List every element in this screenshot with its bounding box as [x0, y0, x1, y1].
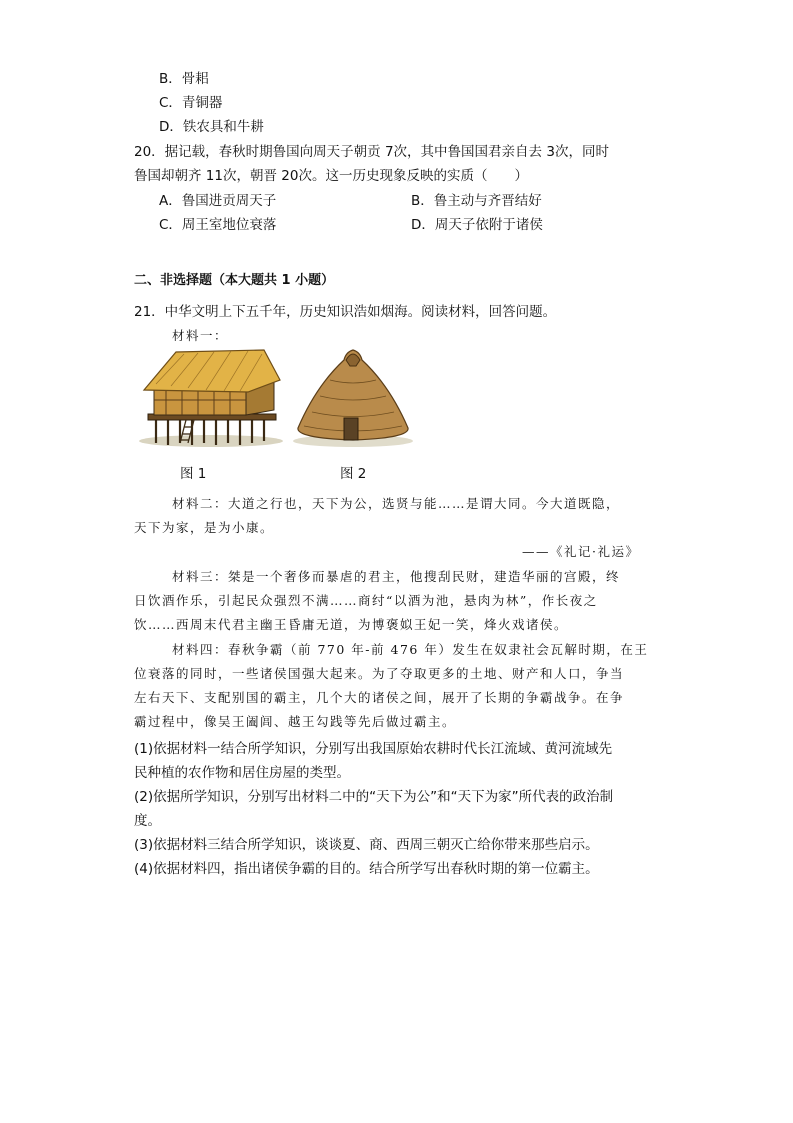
- subquestion-4: (4)依据材料四，指出诸侯争霸的目的。结合所学写出春秋时期的第一位霸主。: [134, 861, 599, 877]
- figure1-caption: 图 1: [180, 466, 207, 482]
- q20-option-b: B．鲁主动与齐晋结好: [411, 193, 542, 209]
- material4-line3: 左右天下、支配别国的霸主，几个大的诸侯之间，展开了长期的争霸战争。在争: [134, 690, 625, 705]
- q19-option-b: B．骨耜: [159, 71, 209, 87]
- q20-option-d: D．周天子依附于诸侯: [411, 217, 543, 233]
- material2-line2: 天下为家，是为小康。: [134, 520, 275, 535]
- hut-door: [344, 418, 358, 440]
- thatched-roof: [144, 350, 280, 392]
- material4-line2: 位衰落的同时，一些诸侯国强大起来。为了夺取更多的土地、财产和人口，争当: [134, 666, 625, 681]
- ground-shadow: [139, 435, 283, 447]
- q19-option-c: C．青铜器: [159, 95, 223, 111]
- q20-option-a: A．鲁国进贡周天子: [159, 193, 277, 209]
- subquestion-3: (3)依据材料三结合所学知识，谈谈夏、商、西周三朝灭亡给你带来那些启示。: [134, 837, 599, 853]
- material2-line1: 材料二：大道之行也，天下为公，选贤与能……是谓大同。今大道既隐，: [172, 496, 621, 511]
- material3-line3: 饮……西周末代君主幽王昏庸无道，为博褒姒王妃一笑，烽火戏诸侯。: [134, 617, 569, 632]
- figure2-caption: 图 2: [340, 466, 367, 482]
- q20-stem-line2: 鲁国却朝齐 11次，朝晋 20次。这一历史现象反映的实质（ ）: [134, 168, 528, 184]
- subquestion-2-line2: 度。: [134, 813, 161, 829]
- q20-stem-line1: 20．据记载，春秋时期鲁国向周天子朝贡 7次，其中鲁国国君亲自去 3次，同时: [134, 144, 609, 160]
- material2-source: ——《礼记·礼运》: [522, 544, 640, 559]
- material4-line1: 材料四：春秋争霸（前 770 年-前 476 年）发生在奴隶社会瓦解时期，在王: [172, 642, 649, 657]
- material3-line2: 日饮酒作乐，引起民众强烈不满……商纣“以酒为池，悬肉为林”，作长夜之: [134, 593, 598, 608]
- material1-label: 材料一：: [172, 328, 229, 343]
- section2-title: 二、非选择题（本大题共 1 小题）: [134, 273, 335, 288]
- q20-option-c: C．周王室地位衰落: [159, 217, 277, 233]
- q19-option-d: D．铁农具和牛耕: [159, 119, 264, 135]
- subquestion-1-line1: (1)依据材料一结合所学知识，分别写出我国原始农耕时代长江流域、黄河流域先: [134, 741, 613, 757]
- q21-stem: 21．中华文明上下五千年，历史知识浩如烟海。阅读材料，回答问题。: [134, 304, 557, 320]
- subquestion-2-line1: (2)依据所学知识，分别写出材料二中的“天下为公”和“天下为家”所代表的政治制: [134, 789, 614, 805]
- material4-line4: 霸过程中，像吴王阖闾、越王勾践等先后做过霸主。: [134, 714, 457, 729]
- stilt-house-image: [136, 348, 286, 448]
- material3-line1: 材料三：桀是一个奢侈而暴虐的君主，他搜刮民财，建造华丽的宫殿，终: [172, 569, 621, 584]
- round-hut-image: [290, 346, 416, 448]
- subquestion-1-line2: 民种植的农作物和居住房屋的类型。: [134, 765, 350, 781]
